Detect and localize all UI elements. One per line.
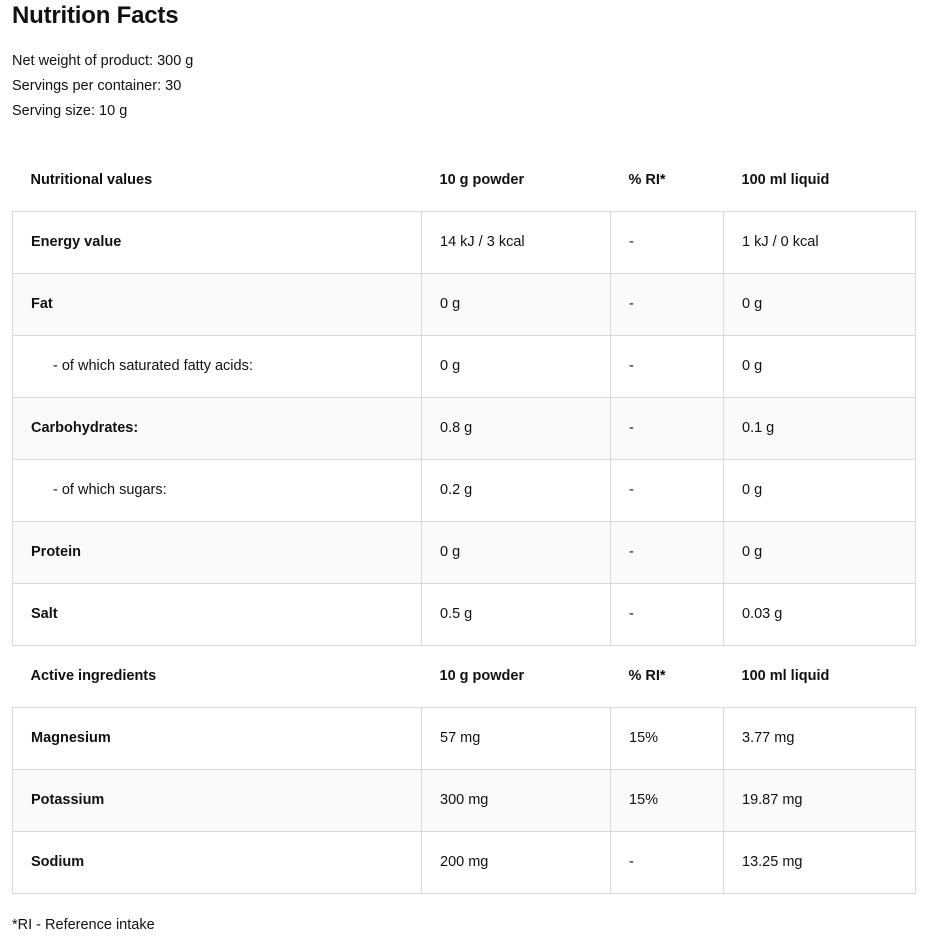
table-row	[13, 397, 916, 459]
liquid-value: 1 kJ / 0 kcal	[724, 211, 916, 273]
header-cell: 100 ml liquid	[724, 645, 916, 707]
ri-value: -	[611, 335, 724, 397]
ingredient-name: Sodium	[13, 831, 422, 893]
nutrition-table	[12, 149, 916, 894]
nutrition-header-row	[13, 149, 916, 211]
nutrient-name: Protein	[13, 521, 422, 583]
active-header-row	[13, 645, 916, 707]
header-cell: 100 ml liquid	[724, 149, 916, 211]
ri-value: -	[611, 211, 724, 273]
ri-value: -	[611, 521, 724, 583]
liquid-value: 0 g	[724, 521, 916, 583]
header-cell: % RI*	[611, 149, 724, 211]
powder-value: 0.2 g	[422, 459, 611, 521]
servings-text: Servings per container: 30	[12, 78, 182, 94]
powder-value: 0.8 g	[422, 397, 611, 459]
table-row	[13, 831, 916, 893]
table-row	[13, 273, 916, 335]
header-cell: % RI*	[611, 645, 724, 707]
serving-size-text: Serving size: 10 g	[12, 103, 128, 119]
nutrient-subname: - of which sugars:	[13, 459, 422, 521]
footnote: *RI - Reference intake	[12, 917, 155, 933]
powder-value: 14 kJ / 3 kcal	[422, 211, 611, 273]
ri-value: 15%	[611, 707, 724, 769]
powder-value: 0 g	[422, 521, 611, 583]
powder-value: 0.5 g	[422, 583, 611, 645]
nutrient-name: Salt	[13, 583, 422, 645]
powder-value: 0 g	[422, 273, 611, 335]
ingredient-name: Potassium	[13, 769, 422, 831]
ri-value: -	[611, 459, 724, 521]
page-title: Nutrition Facts	[12, 2, 179, 29]
powder-value: 200 mg	[422, 831, 611, 893]
liquid-value: 19.87 mg	[724, 769, 916, 831]
liquid-value: 0 g	[724, 273, 916, 335]
nutrient-name: Fat	[13, 273, 422, 335]
nutrient-name: Carbohydrates:	[13, 397, 422, 459]
nutrient-subname: - of which saturated fatty acids:	[13, 335, 422, 397]
table-row	[13, 459, 916, 521]
net-weight-text: Net weight of product: 300 g	[12, 53, 194, 69]
liquid-value: 3.77 mg	[724, 707, 916, 769]
liquid-value: 13.25 mg	[724, 831, 916, 893]
ri-value: 15%	[611, 769, 724, 831]
table-row	[13, 583, 916, 645]
ingredient-name: Magnesium	[13, 707, 422, 769]
table-row	[13, 707, 916, 769]
header-cell: 10 g powder	[422, 149, 611, 211]
ri-value: -	[611, 583, 724, 645]
header-cell: 10 g powder	[422, 645, 611, 707]
powder-value: 300 mg	[422, 769, 611, 831]
table-row	[13, 211, 916, 273]
liquid-value: 0 g	[724, 459, 916, 521]
powder-value: 57 mg	[422, 707, 611, 769]
ri-value: -	[611, 397, 724, 459]
header-cell: Active ingredients	[13, 645, 422, 707]
ri-value: -	[611, 273, 724, 335]
nutrient-name: Energy value	[13, 211, 422, 273]
liquid-value: 0.03 g	[724, 583, 916, 645]
table-row	[13, 769, 916, 831]
liquid-value: 0.1 g	[724, 397, 916, 459]
table-row	[13, 335, 916, 397]
liquid-value: 0 g	[724, 335, 916, 397]
table-row	[13, 521, 916, 583]
ri-value: -	[611, 831, 724, 893]
header-cell: Nutritional values	[13, 149, 422, 211]
powder-value: 0 g	[422, 335, 611, 397]
